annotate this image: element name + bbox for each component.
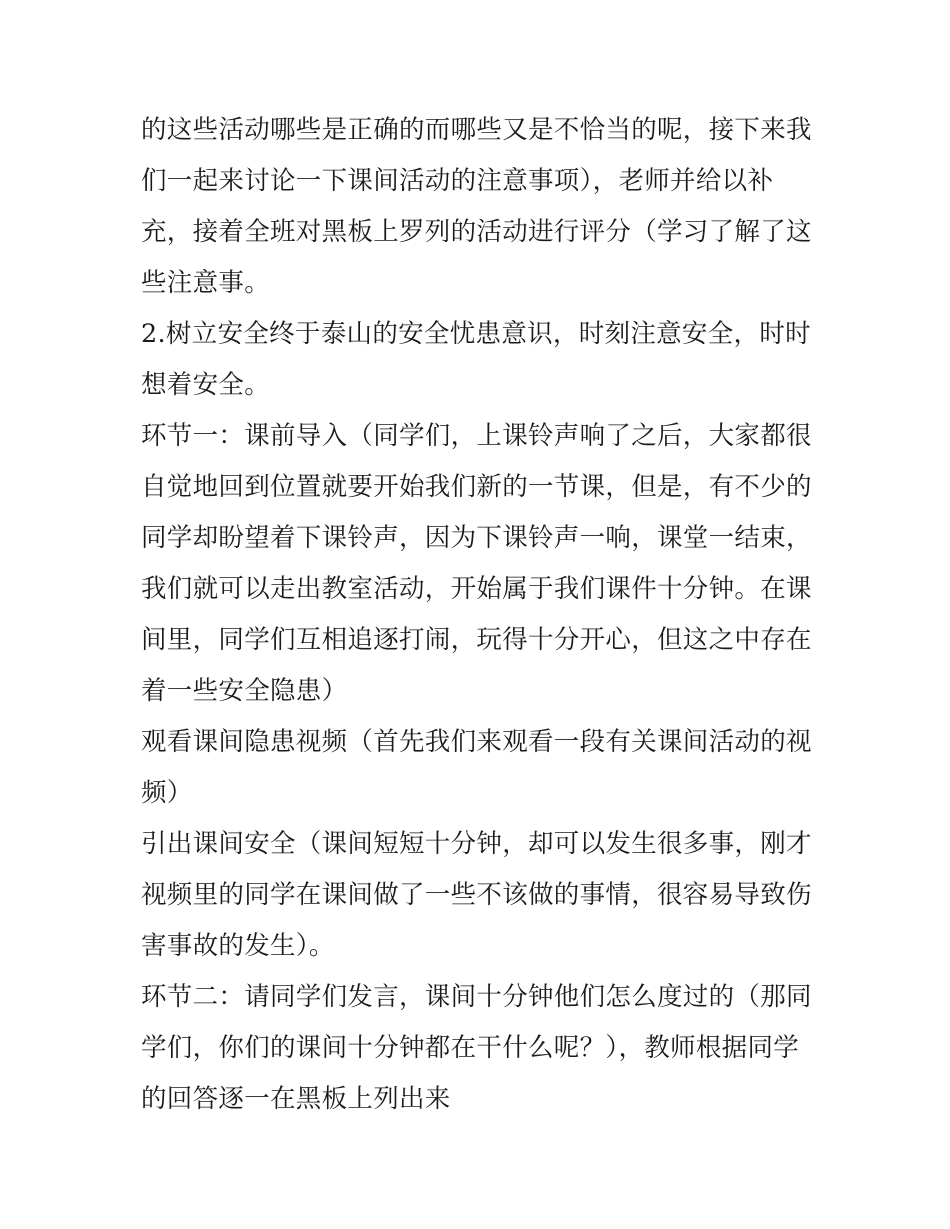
paragraph-activity-discussion: 的这些活动哪些是正确的而哪些又是不恰当的呢，接下来我们一起来讨论一下课间活动的注意事项），老师并给以补充，接着全班对黑板上罗列的活动进行评分（学习了解了这些注意事。 <box>141 115 812 298</box>
paragraph-break-safety: 引出课间安全（课间短短十分钟，却可以发生很多事，刚才视频里的同学在课间做了一些不该做的事情，很容易导致伤害事故的发生）。 <box>141 829 812 961</box>
paragraph-step-two-discussion: 环节二：请同学们发言，课间十分钟他们怎么度过的（那同学们，你们的课间十分钟都在干什么呢？），教师根据同学的回答逐一在黑板上列出来 <box>141 982 812 1114</box>
paragraph-watch-video: 观看课间隐患视频（首先我们来观看一段有关课间活动的视频） <box>141 727 812 808</box>
paragraph-safety-awareness: 2.树立安全终于泰山的安全忧患意识，时刻注意安全，时时想着安全。 <box>141 319 811 400</box>
document-body <box>141 105 816 1125</box>
paragraph-step-one-intro: 环节一：课前导入（同学们，上课铃声响了之后，大家都很自觉地回到位置就要开始我们新的一节课，但是，有不少的同学却盼望着下课铃声，因为下课铃声一响，课堂一结束，我们就可以走出教室活动，开始属于我们课件十分钟。在课间里，同学们互相追逐打闹，玩得十分开心，但这之中存在着一些安全隐患） <box>141 421 812 706</box>
